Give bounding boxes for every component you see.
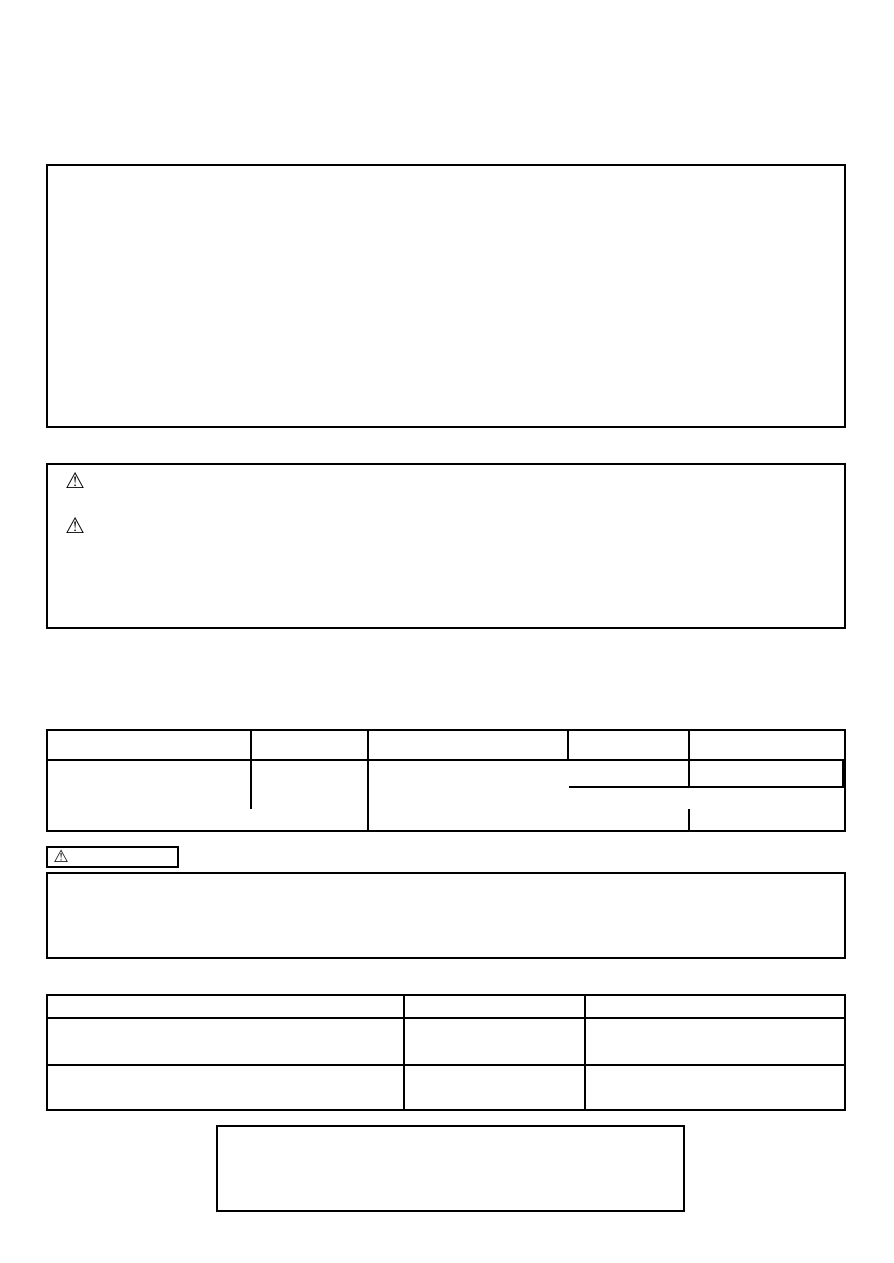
spec-table-header-cell xyxy=(48,731,252,761)
spec-table-cell xyxy=(48,761,252,809)
top-content-box xyxy=(46,164,846,428)
info-table-cell xyxy=(405,1066,586,1109)
caution-label xyxy=(46,846,179,868)
safety-notice-box xyxy=(46,463,846,629)
spec-table-cell xyxy=(252,809,369,830)
info-table-cell xyxy=(586,1019,844,1066)
info-table-cell xyxy=(48,996,405,1019)
warning-triangle-icon: ⚠ xyxy=(65,513,85,538)
warning-triangle-icon: ⚠ xyxy=(65,468,85,493)
spec-table-header-cell xyxy=(690,731,844,761)
spec-table xyxy=(46,729,846,832)
warning-triangle-icon: ⚠ xyxy=(53,847,69,866)
footer-note-box xyxy=(216,1125,685,1212)
caution-text-box xyxy=(46,872,846,959)
info-table-cell xyxy=(48,1066,405,1109)
info-table-cell xyxy=(586,1066,844,1109)
info-table xyxy=(46,994,846,1111)
info-table-cell xyxy=(586,996,844,1019)
spec-table-header-cell xyxy=(569,731,690,761)
info-table-cell xyxy=(48,1019,405,1066)
spec-table-cell xyxy=(252,761,369,809)
spec-table-cell xyxy=(369,761,569,809)
spec-table-header-cell xyxy=(252,731,369,761)
spec-table-cell xyxy=(690,761,844,788)
spec-table-cell xyxy=(569,809,690,830)
info-table-cell xyxy=(405,996,586,1019)
info-table-cell xyxy=(405,1019,586,1066)
spec-table-cell xyxy=(569,761,690,788)
spec-table-header-cell xyxy=(369,731,569,761)
